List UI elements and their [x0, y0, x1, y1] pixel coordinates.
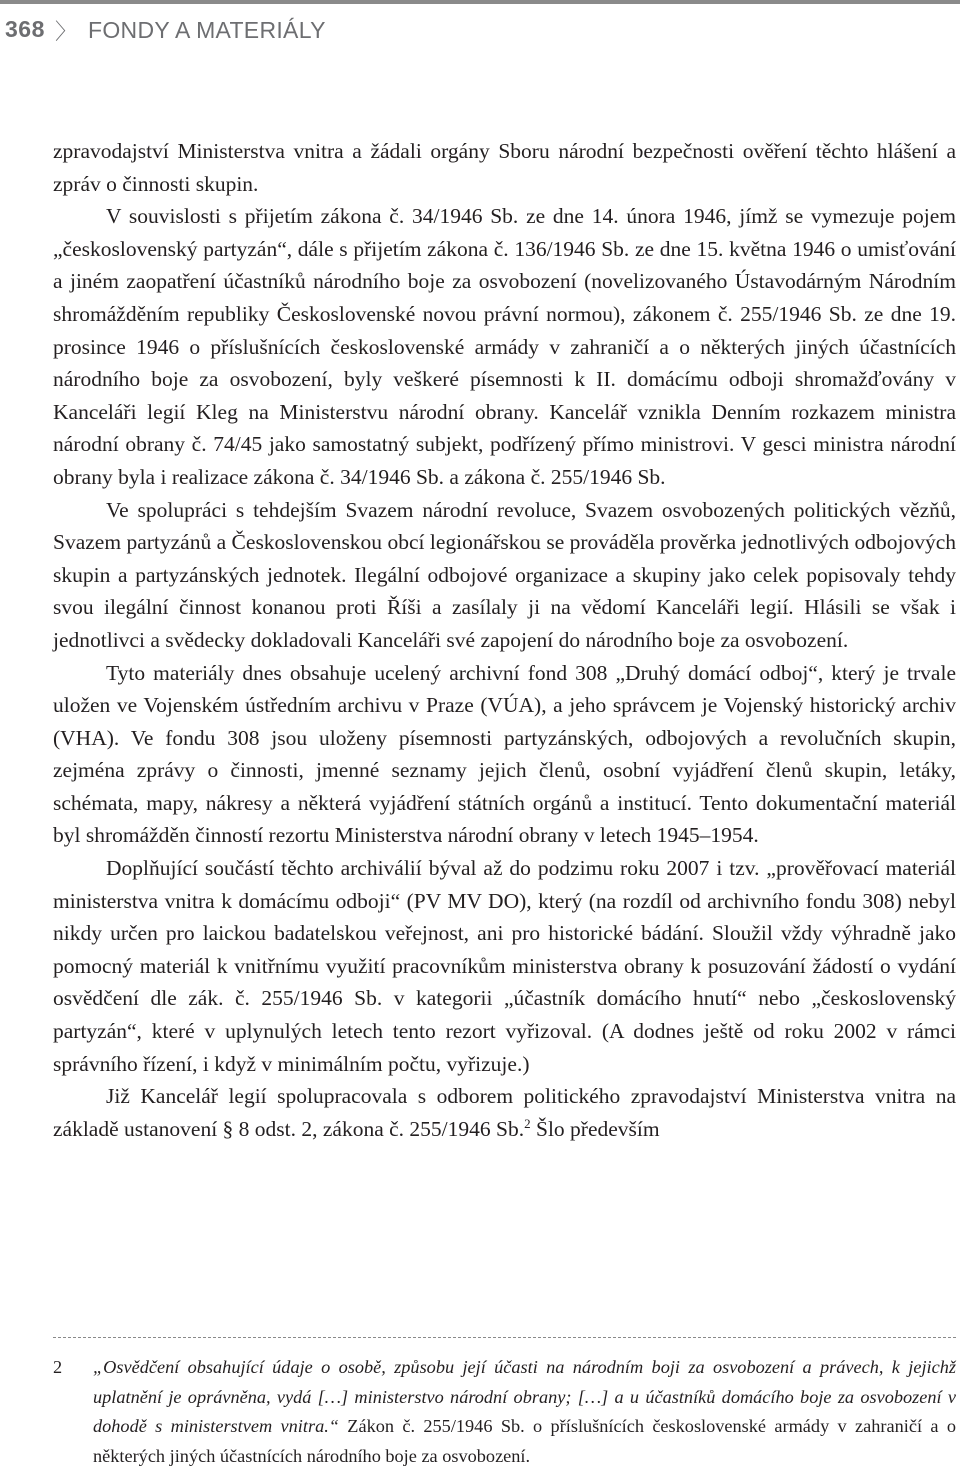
paragraph-text: Již Kancelář legií spolupracovala s odborem politického zpravodajství Ministerstva vnitra na základě ustanovení § 8 odst. 2, zákona č. 255/1946 Sb. [53, 1084, 956, 1141]
chevron-right-icon: 〉 [55, 20, 78, 45]
footnote-divider [53, 1337, 956, 1338]
paragraph: Doplňující součástí těchto archiválií býval až do podzimu roku 2007 i tzv. „prověřovací materiál ministerstva vnitra k domácímu odboji“ (PV MV DO), který (na rozdíl od archivního fondu 308) nebyl nikdy určen pro laickou badatelskou veřejnost, ani pro historické bádání. Sloužil vždy výhradně jako pomocný materiál k vnitřnímu využití pracovníkům ministerstva obrany k posuzování žádostí o vydání osvědčení dle zák. č. 255/1946 Sb. v kategorii „účastník domácího hnutí“ nebo „československý partyzán“, které v uplynulých letech tento rezort vyřizoval. (A dodnes ještě od roku 2002 v rámci správního řízení, i když v minimálním počtu, vyřizuje.) [53, 856, 956, 1076]
footnote-quote: „Osvědčení obsahující údaje o osobě, způsobu její účasti na národním boji za osvobození a právech, k jejichž uplatnění je oprávněna, vydá […] ministerstvo národní obrany; […] a u účastníků domácího boje za osvobození v dohodě s ministerstvem vnitra.“ [93, 1357, 956, 1437]
page-number: 368 [5, 16, 45, 42]
main-text [53, 135, 956, 1145]
footnote [53, 1353, 956, 1471]
footnote-text [93, 1353, 956, 1471]
paragraph: zpravodajství Ministerstva vnitra a žádali orgány Sboru národní bezpečnosti ověření těchto hlášení a zpráv o činnosti skupin. [53, 139, 956, 196]
footnote-reference: 2 [524, 1115, 531, 1131]
paragraph-text-continued: Šlo především [536, 1116, 660, 1141]
paragraph: Tyto materiály dnes obsahuje ucelený archivní fond 308 „Druhý domácí odboj“, který je trvale uložen ve Vojenském ústředním archivu v Praze (VÚA), a jeho správcem je Vojenský historický archiv (VHA). Ve fondu 308 jsou uloženy písemnosti partyzánských, odbojových a revolučních skupin, zejména zprávy o činnosti, jmenné seznamy jejich členů, osobní vyjádření členů skupin, letáky, schémata, mapy, nákresy a některá vyjádření státních orgánů a institucí. Tento dokumentační materiál byl shromážděn činností rezortu Ministerstva národní obrany v letech 1945–1954. [53, 660, 956, 848]
paragraph [53, 1080, 956, 1145]
footnote-source: Zákon č. 255/1946 Sb. o příslušnících československé armády v zahraničí a o některých jiných účastnících národního boje za osvobození. [93, 1416, 956, 1466]
section-title: FONDY A MATERIÁLY [88, 17, 326, 43]
footnote-number: 2 [53, 1357, 63, 1377]
paragraph: V souvislosti s přijetím zákona č. 34/1946 Sb. ze dne 14. února 1946, jímž se vymezuje pojem „československý partyzán“, dále s přijetím zákona č. 136/1946 Sb. ze dne 15. května 1946 o umisťování a jiném zaopatření účastníků národního boje za osvobození (novelizovaného Ústavodárným Národním shromážděním republiky Československé novou právní normou), zákonem č. 255/1946 Sb. ze dne 19. prosince 1946 o příslušnících československé armády v zahraničí a o některých jiných účastnících národního boje za osvobození, byly veškeré písemnosti k II. domácímu odboji shromažďovány v Kanceláři legií Kleg na Ministerstvu národní obrany. Kancelář vznikla Denním rozkazem ministra národní obrany č. 74/45 jako samostatný subjekt, podřízený přímo ministrovi. V gesci ministra národní obrany byla i realizace zákona č. 34/1946 Sb. a zákona č. 255/1946 Sb. [53, 204, 956, 489]
paragraph: Ve spolupráci s tehdejším Svazem národní revoluce, Svazem osvobozených politických vězňů, Svazem partyzánů a Československou obcí legionářskou se prováděla prověrka jednotlivých odbojových skupin a partyzánských jednotek. Ilegální odbojové organizace a skupiny jako celek popisovaly tehdy svou ilegální činnost konanou proti Říši a zasílaly ji na vědomí Kanceláři legií. Hlásili se však i jednotlivci a svědecky dokladovali Kanceláři své zapojení do národního boje za osvobození. [53, 497, 956, 652]
page-header [0, 0, 960, 60]
